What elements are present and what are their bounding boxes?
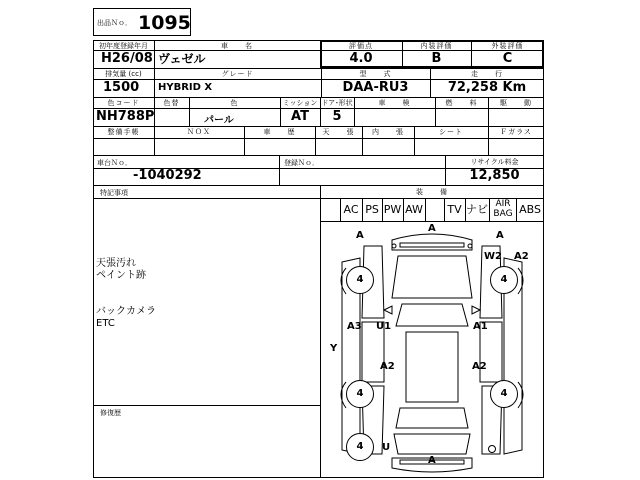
tire-front-right: 4	[490, 266, 518, 294]
damage-mark-left-front-door: A3	[347, 321, 362, 332]
transmission-label: ミッション	[282, 99, 318, 107]
spare-marker	[488, 445, 496, 453]
first-registration-label: 初年度登録年月	[99, 42, 148, 50]
chassis-number-value: -1040292	[133, 168, 202, 183]
note-line	[96, 282, 156, 294]
damage-mark-right-fender: A2	[514, 251, 529, 262]
history-label: 車 歴	[263, 128, 296, 136]
special-notes	[96, 258, 156, 330]
doors-label: ドア･形状	[321, 99, 353, 107]
drive-label: 駆 動	[500, 99, 532, 107]
model-code-value: DAA-RU3	[342, 80, 409, 95]
color-label: 色	[230, 99, 239, 107]
damage-mark-right-front-door: A1	[473, 321, 488, 332]
car-name-value: ヴェゼル	[158, 52, 206, 66]
color-change-label: 色替	[163, 99, 180, 107]
equipment-abs: ABS	[519, 203, 541, 216]
displacement-label: 排気量 (cc)	[105, 70, 142, 78]
headliner-label: 天 張	[322, 128, 355, 136]
equipment-aw: AW	[405, 203, 423, 216]
grade-value: HYBRID X	[158, 82, 213, 93]
damage-mark-rear-left: U	[382, 442, 391, 453]
damage-mark-right-rear-door: A2	[472, 361, 487, 372]
damage-mark-front-bumper: A	[428, 223, 436, 234]
interior-grade-label: 内装評価	[420, 42, 453, 50]
registration-number-label: 登録Ｎｏ．	[284, 159, 319, 167]
seat-label: シート	[439, 128, 463, 136]
equipment-ac: AC	[343, 203, 359, 216]
equipment-pw: PW	[383, 203, 402, 216]
color-value: パール	[204, 115, 234, 126]
grade-label: グレード	[221, 70, 254, 78]
doors-value: 5	[332, 109, 342, 124]
chassis-number-label: 車台Ｎｏ．	[97, 159, 132, 167]
damage-mark-roof: U1	[376, 321, 392, 332]
mileage-value: 72,258 Km	[447, 80, 527, 95]
tire-front-left: 4	[346, 266, 374, 294]
special-notes-label: 特記事項	[100, 189, 128, 197]
fuel-label: 燃 料	[445, 99, 478, 107]
color-code-label: 色コード	[107, 99, 140, 107]
equipment-airbag: AIR BAG	[493, 199, 513, 219]
nox-label: ＮＯＸ	[187, 128, 211, 136]
note-line	[96, 294, 156, 306]
recycle-fee-label: リサイクル料金	[470, 158, 519, 166]
service-book-label: 整備手帳	[107, 128, 140, 136]
inspection-label: 車 検	[378, 99, 411, 107]
lot-number-value: 1095	[138, 12, 191, 34]
tire-rear-right: 4	[490, 380, 518, 408]
note-line: 天張汚れ	[96, 258, 136, 269]
note-line: ETC	[96, 318, 115, 329]
tire-rear-left: 4	[346, 380, 374, 408]
note-line: ペイント跡	[96, 270, 146, 281]
mileage-label: 走 行	[471, 70, 503, 78]
lot-number-box	[93, 8, 191, 36]
exterior-grade-value: C	[502, 51, 513, 66]
damage-mark-front-right: A	[496, 230, 504, 241]
score-label: 評価点	[349, 42, 373, 50]
displacement-value: 1500	[103, 80, 140, 95]
lot-number-label: 出品Ｎｏ．	[97, 19, 132, 27]
damage-mark-rear-bumper: A	[428, 455, 436, 466]
model-code-label: 型 式	[359, 70, 392, 78]
tire-spare: 4	[346, 433, 374, 461]
note-line: バックカメラ	[96, 306, 156, 317]
equipment-label: 装 備	[416, 188, 448, 196]
damage-mark-left-rear-door: A2	[380, 361, 395, 372]
repair-history-label: 修復歴	[100, 409, 121, 417]
damage-mark-front-left: A	[356, 230, 364, 241]
interior-trim-label: 内 張	[372, 128, 404, 136]
exterior-grade-label: 外装評価	[491, 42, 524, 50]
damage-mark-windshield: W2	[484, 251, 502, 262]
transmission-value: AT	[291, 109, 309, 124]
windshield-label: Ｆガラス	[500, 128, 532, 136]
equipment-tv: TV	[447, 203, 462, 216]
damage-mark-left-side: Y	[330, 343, 338, 354]
car-name-label: 車 名	[221, 42, 253, 50]
recycle-fee-value: 12,850	[469, 168, 520, 183]
color-code-value: NH788P	[96, 109, 155, 124]
equipment-ps: PS	[365, 203, 379, 216]
interior-grade-value: B	[431, 51, 442, 66]
equipment-navi: ナビ	[466, 203, 488, 216]
score-value: 4.0	[349, 51, 373, 66]
first-registration-value: H26/08	[101, 51, 153, 66]
